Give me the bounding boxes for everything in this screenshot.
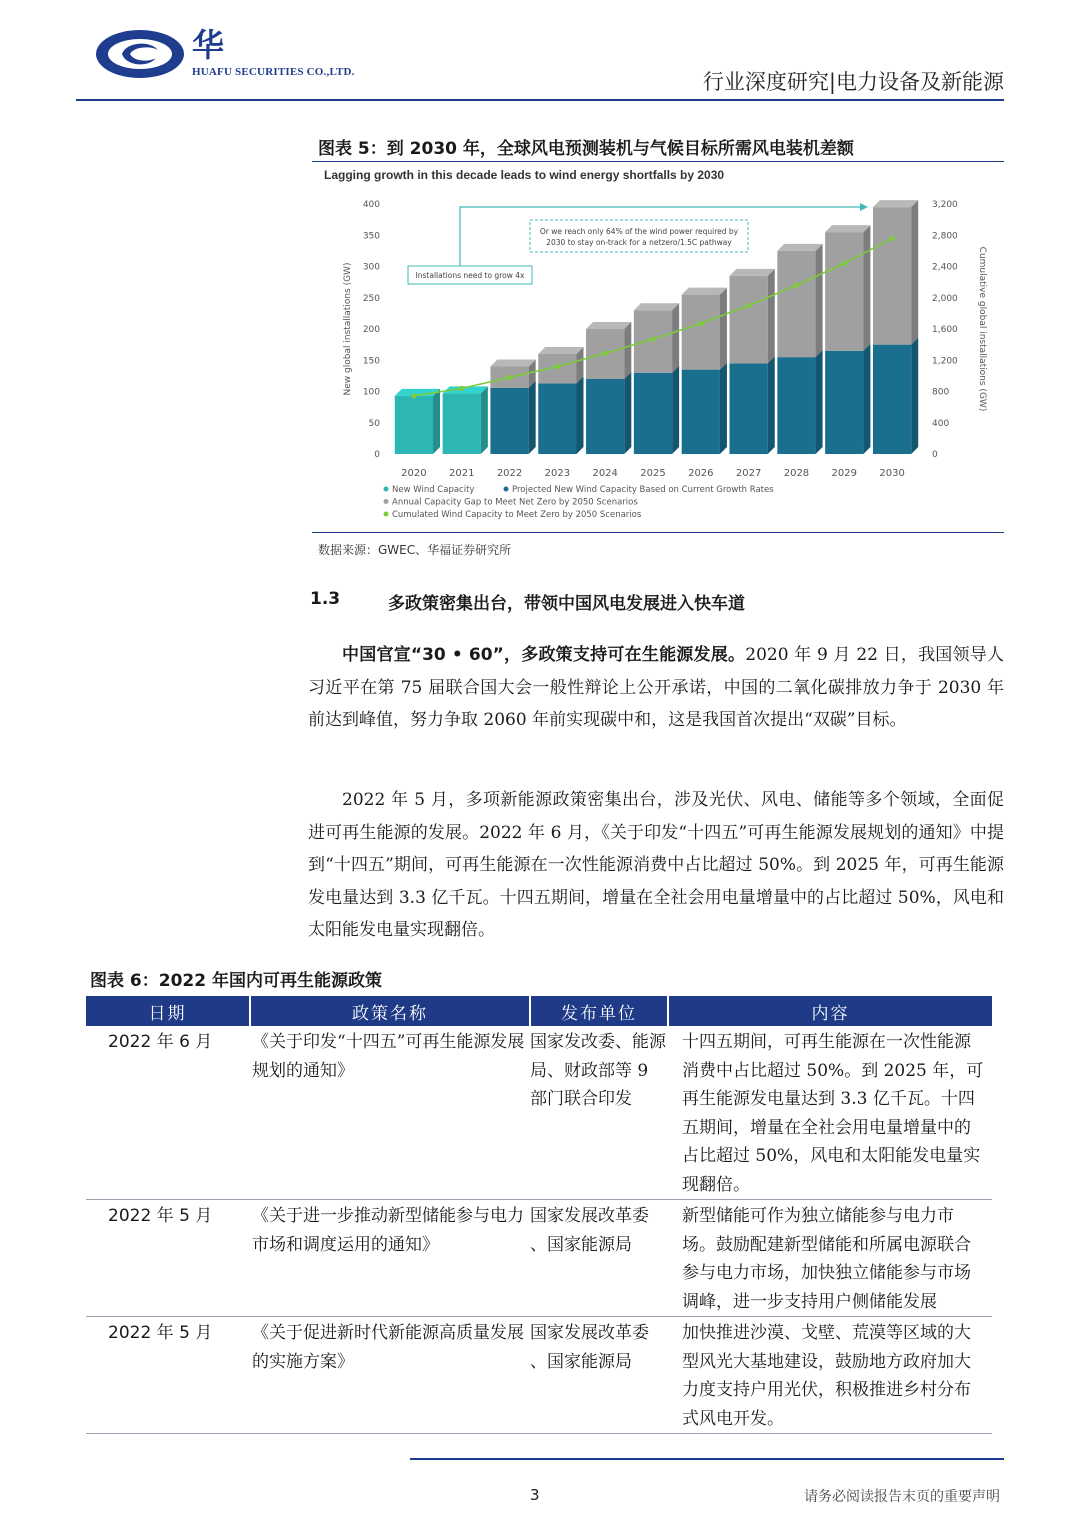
legend-label: Projected New Wind Capacity Based on Current Growth Rates bbox=[512, 485, 774, 495]
cell-content: 加快推进沙漠、戈壁、荒漠等区域的大型风光大基地建设，鼓励地方政府加大力度支持户用光伏，积极推进乡村分布式风电开发。 bbox=[668, 1317, 992, 1434]
figure5-source: 数据来源：GWEC、华福证券研究所 bbox=[318, 543, 512, 557]
bar-projected-side bbox=[720, 363, 727, 454]
bar-gap bbox=[682, 288, 727, 370]
bar-gap-side bbox=[911, 200, 918, 345]
cell-content: 新型储能可作为独立储能参与电力市场。鼓励配建新型储能和所属电源联合参与电力市场，加快独立储能参与市场调峰，进一步支持用户侧储能发展 bbox=[668, 1200, 992, 1317]
bar-gap bbox=[586, 322, 631, 379]
bar-projected-face bbox=[538, 383, 576, 454]
cell-content: 十四五期间，可再生能源在一次性能源消费中占比超过 50%。到 2025 年，可再生能源发电量达到 3.3 亿千瓦。十四五期间，增量在全社会用电量增量中的占比超过 50%，风电和太阳能发电量实现翻倍。 bbox=[668, 1026, 992, 1200]
y2-tick-label: 2,000 bbox=[932, 293, 958, 304]
cell-date: 2022 年 5 月 bbox=[86, 1317, 250, 1434]
x-tick-label: 2030 bbox=[879, 468, 905, 479]
bar-projected-face bbox=[730, 363, 768, 454]
bar-gap bbox=[777, 244, 822, 357]
bar-projected-side bbox=[529, 381, 536, 454]
paragraph-body: 2020 年 9 月 22 日，我国领导人习近平在第 75 届联合国大会一般性辩论上公开承诺，中国的二氧化碳排放力争于 2030 年前达到峰值，努力争取 2060 年前实现碳中和，这是我国首次提出“双碳”目标。 bbox=[308, 645, 1004, 730]
x-tick-label: 2023 bbox=[544, 468, 571, 479]
table-row bbox=[86, 1026, 992, 1200]
bar-projected-side bbox=[672, 366, 679, 454]
header-issuer: 发布单位 bbox=[530, 996, 668, 1026]
section-number: 1.3 bbox=[310, 589, 341, 609]
growth-arrow-head bbox=[860, 203, 868, 211]
cumulative-point bbox=[889, 236, 894, 241]
bar-gap-top bbox=[873, 200, 918, 207]
bar-projected-face bbox=[777, 357, 815, 454]
bar-gap bbox=[873, 200, 918, 345]
x-tick-label: 2025 bbox=[640, 468, 666, 479]
bar-new-capacity-face bbox=[395, 396, 433, 454]
bar-gap-face bbox=[730, 276, 768, 364]
x-tick-label: 2026 bbox=[688, 468, 714, 479]
bar-gap-side bbox=[720, 288, 727, 370]
y-tick-label: 50 bbox=[368, 418, 380, 429]
legend-swatch bbox=[504, 487, 509, 492]
bar-gap-side bbox=[816, 244, 823, 357]
logo-char: 华 bbox=[192, 26, 225, 64]
y2-tick-label: 1,200 bbox=[932, 356, 958, 367]
bar-projected-face bbox=[873, 345, 911, 454]
bar-gap bbox=[730, 269, 775, 364]
bar-projected bbox=[634, 366, 679, 454]
cumulative-point bbox=[650, 337, 655, 342]
header-content: 内容 bbox=[668, 996, 992, 1026]
bar-gap-side bbox=[624, 322, 631, 379]
paragraph-body: 2022 年 5 月，多项新能源政策密集出台，涉及光伏、风电、储能等多个领域，全面促进可再生能源的发展。2022 年 6 月，《关于印发“十四五”可再生能源发展规划的通知》中提到“十四五”期间，可再生能源在一次性能源消费中占比超过 50%。到 2025 年，可再生能源发电量达到 3.3 亿千瓦。十四五期间，增量在全社会用电量增量中的占比超过 50%，风电和太阳能发电量实现翻倍。 bbox=[308, 790, 1004, 940]
annotation-shortfall-2: 2030 to stay on-track for a netzero/1.5C pathway bbox=[546, 238, 732, 247]
annotation-growth: Installations need to grow 4x bbox=[415, 271, 525, 280]
disclaimer: 请务必阅读报告末页的重要声明 bbox=[804, 1489, 1000, 1505]
y2-tick-label: 0 bbox=[932, 450, 938, 460]
bar-projected-side bbox=[863, 344, 870, 454]
x-tick-label: 2027 bbox=[735, 468, 762, 479]
chart-title: Lagging growth in this decade leads to wind energy shortfalls by 2030 bbox=[324, 168, 725, 182]
bar-projected-face bbox=[634, 373, 672, 454]
legend-swatch bbox=[384, 512, 389, 517]
y2-tick-label: 1,600 bbox=[932, 325, 958, 335]
cell-policy-name: 《关于印发“十四五”可再生能源发展规划的通知》 bbox=[250, 1026, 530, 1200]
bar-gap-side bbox=[863, 225, 870, 351]
cell-issuer: 国家发改委、能源局、财政部等 9 部门联合印发 bbox=[530, 1026, 668, 1200]
cell-date: 2022 年 5 月 bbox=[86, 1200, 250, 1317]
annotation-box-shortfall bbox=[530, 220, 748, 252]
bar-gap-side bbox=[672, 303, 679, 373]
paragraph-carbon-goal bbox=[308, 639, 1004, 737]
figure6-title: 图表 6：2022 年国内可再生能源政策 bbox=[90, 971, 382, 991]
x-tick-label: 2021 bbox=[449, 468, 475, 479]
page-number: 3 bbox=[530, 1486, 540, 1504]
y-tick-label: 250 bbox=[362, 293, 380, 304]
x-tick-label: 2029 bbox=[831, 468, 857, 479]
y2-axis-label: Cumulative global installations (GW) bbox=[977, 246, 987, 412]
y2-tick-label: 3,200 bbox=[932, 200, 958, 210]
cumulative-point bbox=[698, 321, 703, 326]
y-tick-label: 400 bbox=[362, 200, 380, 210]
figure5-bottom-rule bbox=[312, 532, 1004, 533]
bar-projected-side bbox=[768, 356, 775, 454]
legend-label: New Wind Capacity bbox=[392, 485, 475, 495]
wind-capacity-chart bbox=[312, 162, 1004, 532]
cumulative-point bbox=[555, 364, 560, 369]
bar-projected-face bbox=[586, 379, 624, 454]
company-name: HUAFU SECURITIES CO.,LTD. bbox=[192, 66, 355, 78]
bar-gap-face bbox=[873, 207, 911, 345]
bar-gap-face bbox=[777, 251, 815, 357]
bar-new-capacity-face bbox=[443, 393, 481, 454]
annotation-shortfall-1: Or we reach only 64% of the wind power required by bbox=[539, 227, 739, 236]
bar-projected-face bbox=[825, 351, 863, 454]
bar-projected bbox=[586, 372, 631, 454]
y2-tick-label: 2,800 bbox=[932, 231, 958, 242]
legend-swatch bbox=[384, 499, 389, 504]
footer-divider bbox=[410, 1458, 1004, 1460]
cumulative-point bbox=[459, 386, 464, 391]
cell-issuer: 国家发展改革委 、国家能源局 bbox=[530, 1200, 668, 1317]
bar-gap-top bbox=[777, 244, 822, 251]
bar-new-capacity-side bbox=[481, 386, 488, 454]
bar-projected bbox=[682, 363, 727, 454]
figure5-title: 图表 5：到 2030 年，全球风电预测装机与气候目标所需风电装机差额 bbox=[318, 139, 854, 159]
bar-projected-face bbox=[490, 388, 528, 454]
paragraph-policy bbox=[308, 784, 1004, 947]
y-tick-label: 200 bbox=[362, 325, 380, 335]
cell-policy-name: 《关于进一步推动新型储能参与电力市场和调度运用的通知》 bbox=[250, 1200, 530, 1317]
y-axis-label: New global installations (GW) bbox=[343, 262, 353, 396]
bar-gap-face bbox=[682, 295, 720, 370]
bar-projected bbox=[777, 350, 822, 454]
y2-tick-label: 400 bbox=[932, 418, 950, 429]
table-header-row bbox=[86, 996, 992, 1026]
legend-label: Cumulated Wind Capacity to Meet Zero by 2050 Scenarios bbox=[392, 510, 642, 520]
bar-gap-top bbox=[682, 288, 727, 295]
x-tick-label: 2020 bbox=[401, 468, 427, 479]
bar-gap-top bbox=[490, 360, 535, 367]
y2-tick-label: 2,400 bbox=[932, 262, 958, 273]
bar-gap bbox=[825, 225, 870, 351]
table-row bbox=[86, 1200, 992, 1317]
bar-new-capacity-side bbox=[433, 389, 440, 454]
bar-projected bbox=[490, 381, 535, 454]
y-tick-label: 0 bbox=[374, 450, 380, 460]
bar-gap-top bbox=[825, 225, 870, 232]
report-category: 行业深度研究|电力设备及新能源 bbox=[702, 70, 1004, 94]
header-policy-name: 政策名称 bbox=[250, 996, 530, 1026]
legend-swatch bbox=[384, 487, 389, 492]
bar-gap-top bbox=[634, 303, 679, 310]
paragraph-lead: 中国官宣“30 • 60”，多政策支持可在生能源发展。 bbox=[342, 645, 746, 665]
bar-projected bbox=[538, 376, 583, 454]
bar-projected bbox=[825, 344, 870, 454]
bar-gap-top bbox=[538, 347, 583, 354]
bar-projected bbox=[873, 338, 918, 454]
bar-projected bbox=[730, 356, 775, 454]
y2-tick-label: 800 bbox=[932, 387, 950, 398]
section-title: 多政策密集出台，带领中国风电发展进入快车道 bbox=[388, 594, 745, 614]
bar-projected-face bbox=[682, 370, 720, 454]
cumulative-point bbox=[794, 283, 799, 288]
bar-new-capacity bbox=[443, 386, 488, 454]
header-divider bbox=[76, 99, 1004, 101]
table-row bbox=[86, 1317, 992, 1434]
x-tick-label: 2028 bbox=[783, 468, 810, 479]
x-tick-label: 2022 bbox=[496, 468, 523, 479]
cell-policy-name: 《关于促进新时代新能源高质量发展的实施方案》 bbox=[250, 1317, 530, 1434]
cumulative-point bbox=[842, 261, 847, 266]
cumulative-point bbox=[746, 303, 751, 308]
bar-gap-side bbox=[768, 269, 775, 364]
bar-gap-top bbox=[586, 322, 631, 329]
cumulative-point bbox=[411, 393, 416, 398]
x-tick-label: 2024 bbox=[592, 468, 618, 479]
bar-gap-top bbox=[730, 269, 775, 276]
y-tick-label: 150 bbox=[362, 356, 380, 367]
legend-label: Annual Capacity Gap to Meet Net Zero by 2050 Scenarios bbox=[392, 497, 638, 508]
bar-gap-face bbox=[825, 232, 863, 351]
bar-projected-side bbox=[624, 372, 631, 454]
y-tick-label: 300 bbox=[362, 262, 380, 273]
bar-new-capacity bbox=[395, 389, 440, 454]
cumulative-point bbox=[507, 375, 512, 380]
cumulative-point bbox=[603, 351, 608, 356]
bar-projected-side bbox=[816, 350, 823, 454]
policy-table bbox=[86, 996, 992, 1434]
bar-projected-side bbox=[911, 338, 918, 454]
y-tick-label: 100 bbox=[362, 387, 380, 398]
header-date: 日期 bbox=[86, 996, 250, 1026]
bar-projected-side bbox=[576, 376, 583, 454]
y-tick-label: 350 bbox=[362, 231, 380, 242]
cell-issuer: 国家发展改革委 、国家能源局 bbox=[530, 1317, 668, 1434]
cell-date: 2022 年 6 月 bbox=[86, 1026, 250, 1200]
